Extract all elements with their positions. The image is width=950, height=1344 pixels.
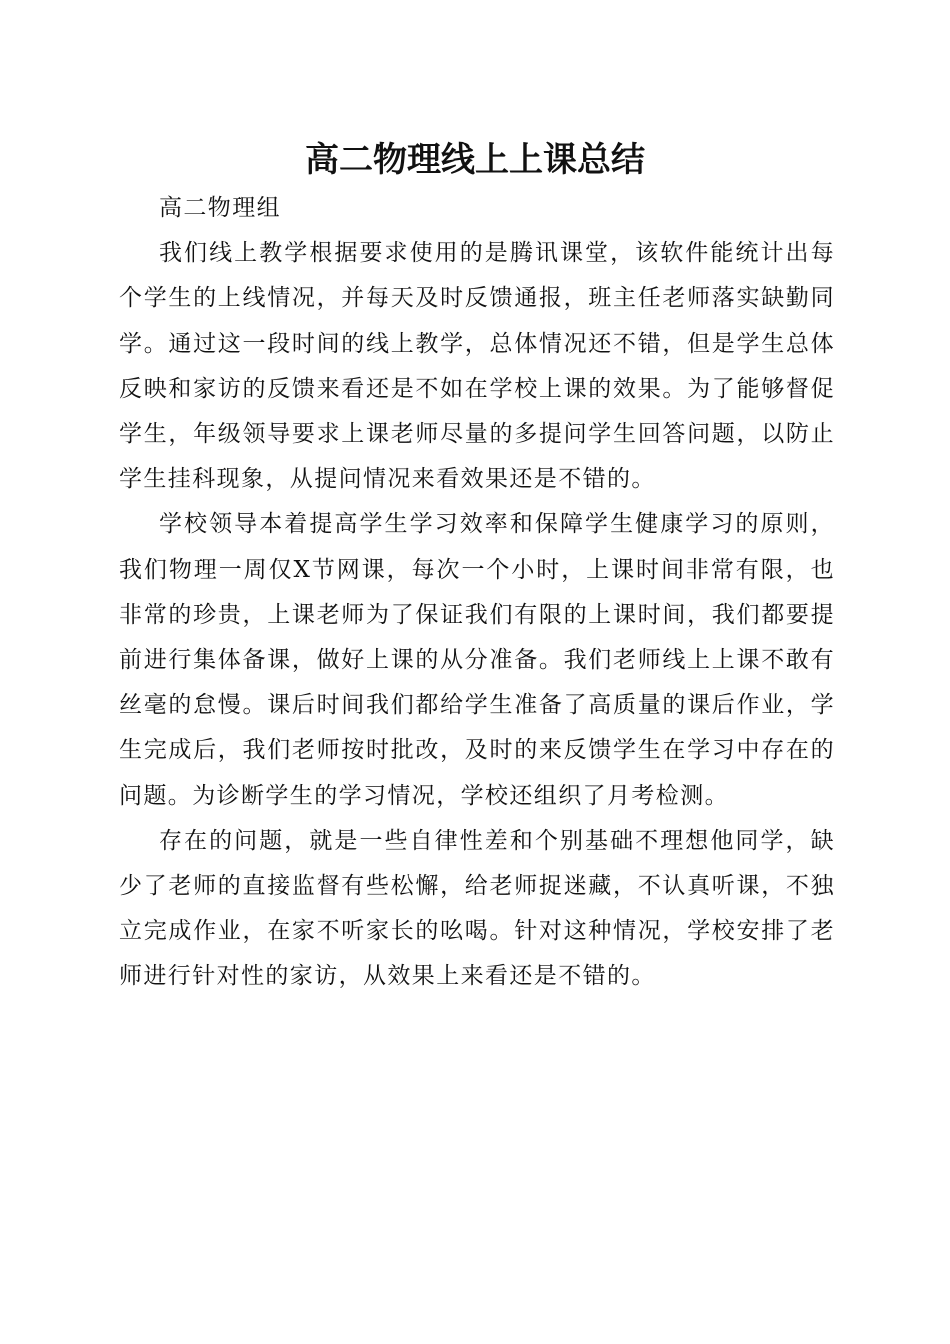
paragraph-1: 我们线上教学根据要求使用的是腾讯课堂，该软件能统计出每个学生的上线情况，并每天及时反馈通报，班主任老师落实缺勤同学。通过这一段时间的线上教学，总体情况还不错，但是学生总体反映和家访的反馈来看还是不如在学校上课的效果。为了能够督促学生，年级领导要求上课老师尽量的多提问学生回答问题，以防止学生挂科现象，从提问情况来看效果还是不错的。 [119, 240, 835, 493]
paragraph-2: 学校领导本着提高学生学习效率和保障学生健康学习的原则，我们物理一周仅X节网课，每次一个小时，上课时间非常有限，也非常的珍贵，上课老师为了保证我们有限的上课时间，我们都要提前进行集体备课，做好上课的从分准备。我们老师线上上课不敢有丝毫的怠慢。课后时间我们都给学生准备了高质量的课后作业，学生完成后，我们老师按时批改，及时的来反馈学生在学习中存在的问题。为诊断学生的学习情况，学校还组织了月考检测。 [119, 511, 835, 809]
document-body [119, 186, 835, 1000]
document-title: 高二物理线上上课总结 [305, 140, 645, 180]
group-label: 高二物理组 [159, 195, 281, 221]
paragraph-3: 存在的问题，就是一些自律性差和个别基础不理想他同学，缺少了老师的直接监督有些松懈，给老师捉迷藏，不认真听课，不独立完成作业，在家不听家长的吆喝。针对这种情况，学校安排了老师进行针对性的家访，从效果上来看还是不错的。 [119, 827, 835, 990]
